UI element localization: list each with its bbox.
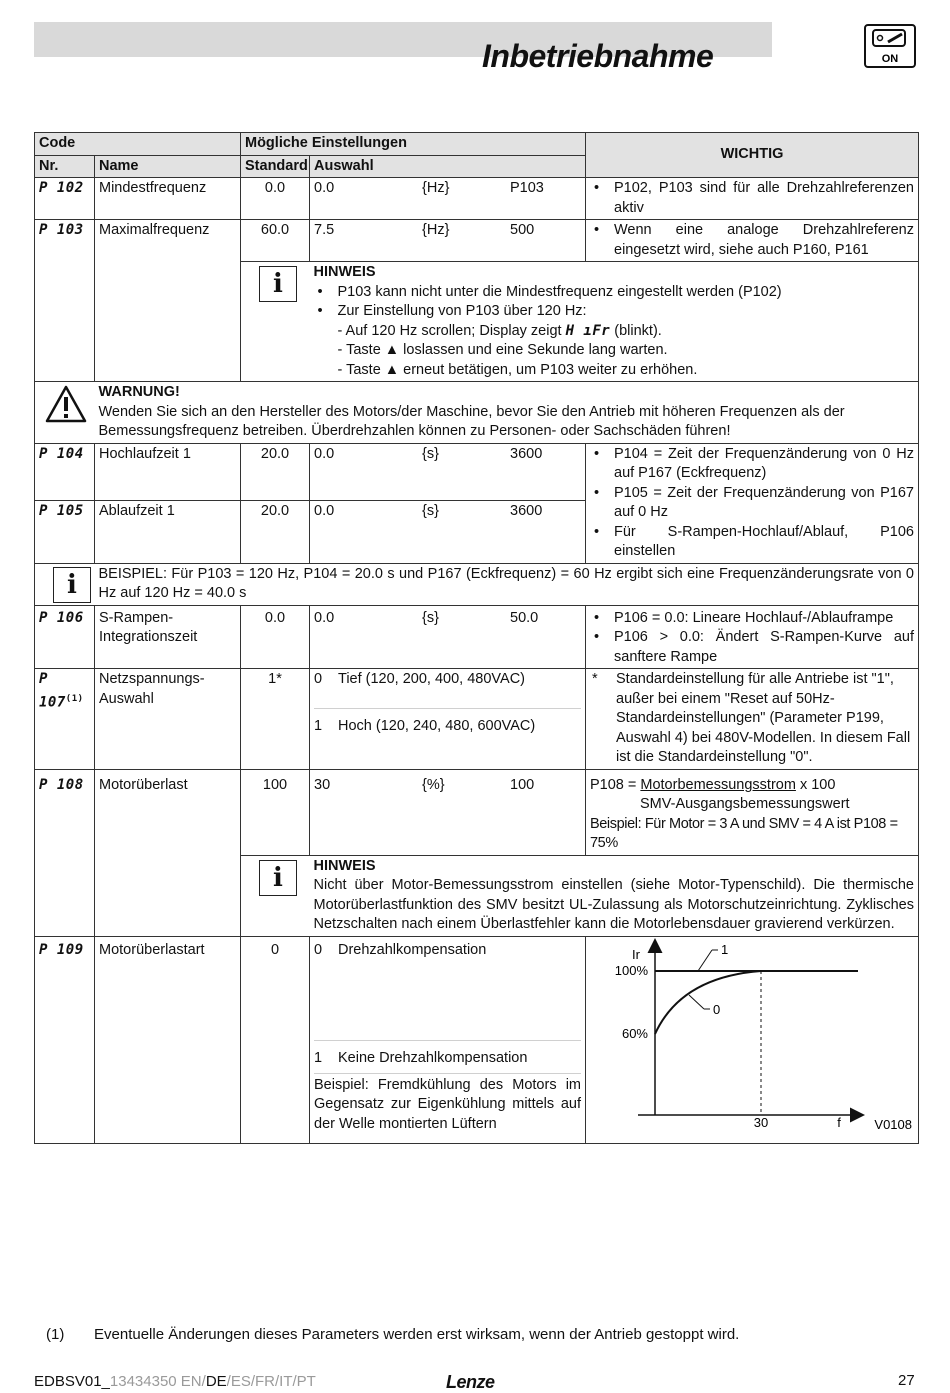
header-standard: Standard (241, 155, 310, 178)
warning-content (95, 382, 919, 444)
doc-number: 13434350 EN/ (109, 1373, 206, 1390)
range-max: P103 (510, 180, 544, 196)
param-code: P 104 (35, 443, 95, 501)
example-row (35, 563, 919, 605)
param-important (586, 178, 919, 220)
table-row (35, 936, 919, 1143)
footnote-text: Eventuelle Änderungen dieses Parameters werden erst wirksam, wenn der Antrieb gestoppt wird. (94, 1326, 740, 1343)
param-code: P 109 (35, 936, 95, 1143)
param-selection (310, 936, 586, 1143)
formula-suffix: x 100 (795, 776, 836, 793)
range-unit: {Hz} (422, 222, 450, 238)
table-row (35, 669, 919, 770)
note-step: - Taste ▲ loslassen und eine Sekunde lang warten. (337, 342, 668, 358)
y-tick-100: 100% (614, 962, 648, 978)
note-title: HINWEIS (313, 264, 376, 280)
param-code-text: P 107 (39, 671, 66, 711)
footnote-number: (1) (46, 1326, 65, 1343)
parameter-table (34, 132, 919, 1144)
param-code: P 103 (35, 220, 95, 382)
info-icon: i (259, 266, 297, 302)
param-name: Netzspannungs-Auswahl (95, 669, 241, 770)
info-icon: i (259, 860, 297, 896)
range-min: 0.0 (314, 503, 335, 519)
important-item: Standardeinstellung für alle Antriebe ist "1", außer bei einem "Reset auf 50Hz-Standardeinstellungen" (Parameter P199, Auswahl 4) bei 480V-Modellen. In diesem Fall ist die Standardeinstellung "0". (616, 671, 911, 765)
table-row (35, 220, 919, 262)
table-row (35, 769, 919, 855)
param-selection (310, 443, 586, 501)
note-step (314, 322, 915, 342)
curve-0-line (655, 971, 761, 1034)
overload-diagram (586, 937, 918, 1143)
param-code: P 102 (35, 178, 95, 220)
param-standard: 60.0 (241, 220, 310, 262)
range-min: 0.0 (314, 445, 335, 462)
header-important: WICHTIG (586, 133, 919, 178)
param-name: Maximalfrequenz (95, 220, 241, 382)
note-step-text: (blinkt). (614, 322, 662, 339)
figure-id: V0108 (874, 1116, 912, 1132)
option-text: Keine Drehzahlkompensation (338, 1050, 528, 1066)
param-name: Motorüberlast (95, 769, 241, 936)
note-text: Nicht über Motor-Bemessungsstrom einstellen (siehe Motor-Typenschild). Die thermische Motorüberlastfunktion des SMV besitzt UL-Zulassung als Motorschutzeinrichtung. Zyklisches Netzschalten nach einem Überlastfehler kann die Motorlebensdauer gravierend verkürzen. (313, 877, 914, 932)
brand-logo: Lenze (446, 1372, 495, 1392)
warning-text: Wenden Sie sich an den Hersteller des Motors/der Maschine, bevor Sie den Antrieb mit höheren Frequenzen als der Bemessungsfrequenz betreiben. Überdrehzahlen können zu Personen- oder Sachschäden führen! (98, 403, 845, 439)
x-axis-label: f (837, 1114, 841, 1130)
formula-denominator: SMV-Ausgangsbemessungswert (640, 796, 850, 812)
header-name: Name (95, 155, 241, 178)
range-min: 0.0 (314, 180, 335, 196)
param-code (35, 669, 95, 770)
param-name: Mindestfrequenz (95, 178, 241, 220)
option-text: Drehzahlkompensation (338, 941, 487, 958)
option-number: 1 (314, 1050, 323, 1066)
info-cell (241, 262, 310, 382)
param-standard: 20.0 (241, 443, 310, 501)
note-item: • P103 kann nicht unter die Mindestfrequenz eingestellt werden (P102) (314, 283, 915, 303)
range-unit: {%} (422, 776, 445, 793)
formula-example: Beispiel: Für Motor = 3 A und SMV = 4 A ist P108 = 75% (590, 815, 898, 851)
table-row (35, 443, 919, 501)
warning-icon (45, 385, 87, 423)
footnote-ref: (1) (65, 693, 84, 704)
footnote (46, 1326, 740, 1343)
note-item: • Zur Einstellung von P103 über 120 Hz: (314, 302, 915, 322)
formula-numerator: Motorbemessungsstrom (640, 776, 796, 793)
table-row (35, 178, 919, 220)
warning-icon-cell (35, 382, 95, 444)
param-important (586, 769, 919, 855)
info-cell (241, 855, 310, 936)
lang-others: /ES/FR/IT/PT (226, 1373, 316, 1390)
info-icon: i (53, 567, 91, 603)
header-nr: Nr. (35, 155, 95, 178)
page-number: 27 (898, 1372, 915, 1389)
display-readout: H ıFr (565, 322, 611, 339)
important-item: • P106 = 0.0: Lineare Hochlauf-/Ablauframpe (590, 609, 914, 629)
param-important (586, 669, 919, 770)
formula-prefix: P108 = (590, 776, 641, 793)
param-name: S-Rampen-Integrationszeit (95, 605, 241, 669)
param-important (586, 220, 919, 262)
power-on-icon (864, 24, 916, 68)
important-item: • P105 = Zeit der Frequenzänderung von P167 auf 0 Hz (590, 484, 914, 523)
range-unit: {s} (422, 503, 439, 519)
warning-title: WARNUNG! (98, 384, 180, 400)
note-content (310, 262, 919, 382)
note-title: HINWEIS (313, 857, 376, 874)
param-important (586, 605, 919, 669)
param-standard: 0.0 (241, 178, 310, 220)
y-axis-label: Ir (632, 946, 640, 962)
param-important (586, 443, 919, 563)
note-step-text: - Auf 120 Hz scrollen; Display zeigt (337, 322, 562, 339)
overload-diagram-cell (586, 936, 919, 1143)
range-max: 3600 (510, 445, 543, 462)
param-standard: 20.0 (241, 501, 310, 564)
param-standard: 1* (241, 669, 310, 770)
on-label: ON (881, 53, 899, 65)
doc-id: EDBSV01_ (34, 1373, 110, 1390)
important-item: • Für S-Rampen-Hochlauf/Ablauf, P106 einstellen (590, 523, 914, 562)
option-number: 0 (314, 671, 323, 687)
table-header-row-1 (35, 133, 919, 156)
important-item: • P104 = Zeit der Frequenzänderung von 0 Hz auf P167 (Eckfrequenz) (590, 445, 914, 484)
param-standard: 0 (241, 936, 310, 1143)
example-text: BEISPIEL: Für P103 = 120 Hz, P104 = 20.0 s und P167 (Eckfrequenz) = 60 Hz ergibt sich eine Frequenzänderungsrate von 0 Hz auf 120 Hz = 40.0 s (95, 563, 919, 605)
note-content (310, 855, 919, 936)
param-selection (310, 769, 586, 855)
range-max: 500 (510, 222, 535, 238)
param-selection (310, 605, 586, 669)
curve-1-leader (698, 950, 712, 971)
param-code: P 105 (35, 501, 95, 564)
range-max: 50.0 (510, 609, 539, 626)
y-tick-60: 60% (621, 1025, 648, 1041)
range-unit: {s} (422, 445, 439, 462)
param-standard: 0.0 (241, 605, 310, 669)
option-example: Beispiel: Fremdkühlung des Motors im Gegensatz zur Eigenkühlung mittels auf der Welle montierten Lüftern (314, 1073, 581, 1135)
star-marker: * (592, 671, 598, 687)
curve-0-leader (689, 995, 704, 1009)
warning-row (35, 382, 919, 444)
info-cell (35, 563, 95, 605)
important-item: • P102, P103 sind für alle Drehzahlreferenzen aktiv (590, 179, 914, 218)
option-number: 0 (314, 941, 323, 958)
page-title: Inbetriebnahme (482, 38, 714, 74)
param-selection (310, 501, 586, 564)
curve-0-label: 0 (713, 1001, 721, 1017)
important-item: • Wenn eine analoge Drehzahlreferenz eingesetzt wird, siehe auch P160, P161 (590, 221, 914, 260)
important-item: • P106 > 0.0: Ändert S-Rampen-Kurve auf sanftere Rampe (590, 628, 914, 667)
param-name: Ablaufzeit 1 (95, 501, 241, 564)
curve-1-label: 1 (721, 941, 729, 957)
param-name: Motorüberlastart (95, 936, 241, 1143)
range-unit: {Hz} (422, 180, 450, 196)
range-min: 0.0 (314, 609, 335, 626)
header-settings: Mögliche Einstellungen (241, 133, 586, 156)
range-min: 30 (314, 776, 331, 793)
header-selection: Auswahl (310, 155, 586, 178)
param-standard: 100 (241, 769, 310, 855)
lang-current: DE (205, 1373, 227, 1390)
range-max: 100 (510, 776, 535, 793)
range-max: 3600 (510, 503, 543, 519)
param-name: Hochlaufzeit 1 (95, 443, 241, 501)
option-number: 1 (314, 717, 323, 734)
param-selection (310, 178, 586, 220)
range-min: 7.5 (314, 222, 335, 238)
param-selection (310, 220, 586, 262)
option-text: Tief (120, 200, 400, 480VAC) (338, 671, 525, 687)
range-unit: {s} (422, 609, 439, 626)
option-text: Hoch (120, 240, 480, 600VAC) (338, 717, 536, 734)
x-tick-30: 30 (753, 1114, 769, 1130)
param-selection (310, 669, 586, 770)
header-code: Code (35, 133, 241, 156)
param-code: P 108 (35, 769, 95, 936)
table-row (35, 605, 919, 669)
note-step: - Taste ▲ erneut betätigen, um P103 weiter zu erhöhen. (337, 361, 698, 378)
param-code: P 106 (35, 605, 95, 669)
footer-doc-id (34, 1373, 316, 1390)
